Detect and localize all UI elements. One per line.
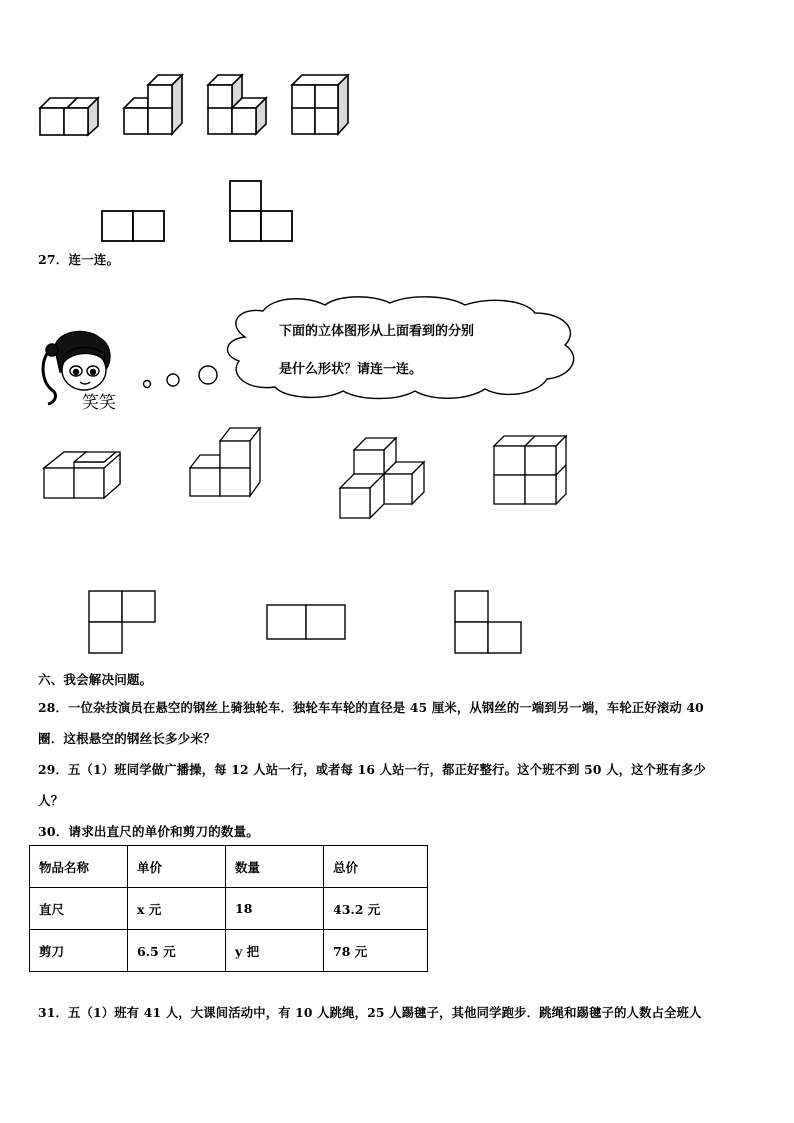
q27-top-view-3	[452, 588, 526, 656]
thought-line-1: 下面的立体图形从上面看到的分别	[279, 324, 475, 339]
q29-line-2: 人？	[38, 793, 64, 808]
q30-label: 30．请求出直尺的单价和剪刀的数量。	[38, 824, 259, 839]
table-header-cell: 数量	[226, 846, 324, 888]
table-cell: 6.5 元	[128, 930, 226, 972]
q27-solid-figure-3	[336, 432, 431, 524]
top-flat-shapes	[95, 175, 300, 245]
table-header-row	[30, 846, 428, 888]
q31-line-1: 31．五（1）班有 41 人，大课间活动中，有 10 人跳绳，25 人踢毽子，其他同学跑步．跳绳和踢毽子的人数占全班人	[38, 1005, 702, 1020]
table-cell: 剪刀	[30, 930, 128, 972]
thought-cloud	[135, 295, 585, 405]
q27-top-view-2	[264, 602, 348, 642]
kid-name-label: 笑笑	[82, 393, 116, 413]
table-header-cell: 单价	[128, 846, 226, 888]
table-header-cell: 物品名称	[30, 846, 128, 888]
thought-line-2: 是什么形状？请连一连。	[279, 362, 423, 377]
table-header-cell: 总价	[324, 846, 428, 888]
top-cube-figures	[30, 70, 370, 150]
q27-solid-figure-2	[186, 424, 266, 499]
table-cell: 43.2 元	[324, 888, 428, 930]
table-cell: y 把	[226, 930, 324, 972]
q27-solid-figure-4	[490, 432, 570, 507]
q29-line-1: 29．五（1）班同学做广播操，每 12 人站一行，或者每 16 人站一行，都正好整行。这个班不到 50 人，这个班有多少	[38, 762, 707, 777]
q27-top-view-1	[86, 588, 160, 656]
q27-solid-figure-1	[40, 440, 125, 500]
q28-line-2: 圈．这根悬空的钢丝长多少米？	[38, 731, 216, 746]
q27-label: 27．连一连。	[38, 252, 120, 267]
table-cell: 18	[226, 888, 324, 930]
table-cell: 78 元	[324, 930, 428, 972]
q30-goods-table	[29, 845, 428, 972]
section-6-heading: 六、我会解决问题。	[38, 672, 153, 687]
table-cell: x 元	[128, 888, 226, 930]
q28-line-1: 28．一位杂技演员在悬空的钢丝上骑独轮车．独轮车车轮的直径是 45 厘米，从钢丝的一端到另一端，车轮正好滚动 40	[38, 700, 704, 715]
table-row	[30, 888, 428, 930]
table-row	[30, 930, 428, 972]
table-cell: 直尺	[30, 888, 128, 930]
